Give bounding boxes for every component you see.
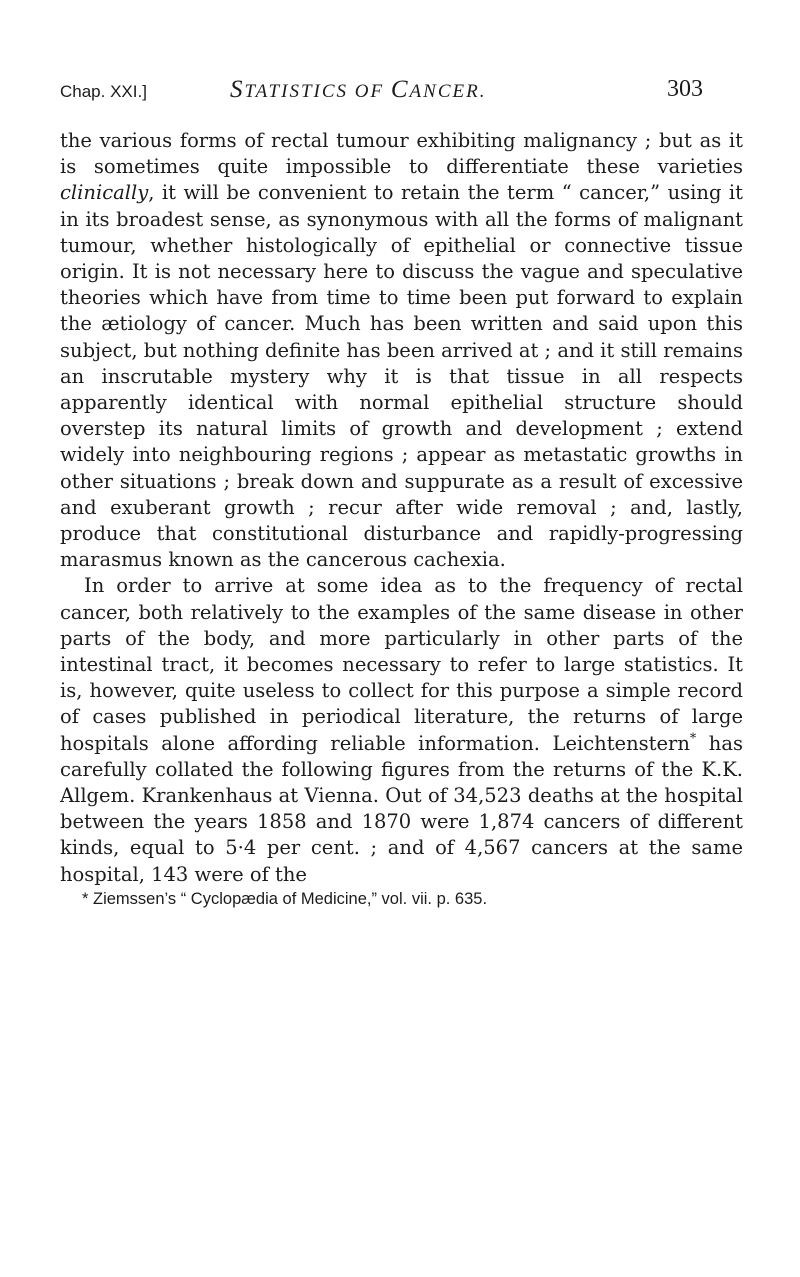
book-page <box>60 72 743 910</box>
running-header <box>60 72 743 112</box>
paragraph-2-text-a: In order to arrive at some idea as to the frequency of rectal cancer, both relatively to the examples of the same disease in other parts of the body, and more particularly in other parts of the intestinal tract, it becomes necessary to refer to large statistics. It is, however, quite useless to collect for this purpose a simple record of cases published in periodical literature, the returns of large hospitals alone affording reliable information. Leichtenstern <box>60 574 743 755</box>
paragraph-2 <box>60 573 743 887</box>
running-title-initial-c: C <box>390 76 410 103</box>
paragraph-1-emphasis: clinically <box>60 181 149 205</box>
footnote: * Ziemssen’s “ Cyclopædia of Medicine,” vol. vii. p. 635. <box>82 889 488 908</box>
running-title <box>230 76 486 104</box>
running-title-statistics: TATISTICS OF <box>244 81 391 102</box>
paragraph-1 <box>60 128 743 573</box>
paragraph-1-text-b: , it will be convenient to retain the term “ cancer,” using it in its broadest sense, as synonymous with all the forms of malignant tumour, whether histologically of epithelial or connective tissue origin. It is not necessary here to discuss the vague and speculative theories which have from time to time been put forward to explain the ætiology of cancer. Much has been written and said upon this subject, but nothing definite has been arrived at ; and it still remains an inscrutable mystery why it is that tissue in all respects apparently identical with normal epithelial structure should overstep its natural limits of growth and development ; extend widely into neighbouring regions ; appear as metastatic growths in other situations ; break down and suppurate as a result of excessive and exuberant growth ; recur after wide removal ; and, lastly, produce that constitutional disturbance and rapidly-progressing marasmus known as the cancerous cachexia. <box>60 181 743 572</box>
footnote-marker: * <box>689 730 697 746</box>
chapter-label: Chap. XXI.] <box>60 82 147 101</box>
running-title-cancer: ANCER. <box>409 81 487 102</box>
page-number: 303 <box>667 76 703 102</box>
paragraph-1-text-a: the various forms of rectal tumour exhibiting malignancy ; but as it is sometimes quite impossible to differentiate these varieties <box>60 129 743 179</box>
running-title-initial-s: S <box>230 76 245 103</box>
body-text <box>60 128 743 888</box>
paragraph-2-text-b: has carefully collated the following figures from the returns of the K.K. Allgem. Krankenhaus at Vienna. Out of 34,523 deaths at the hospital between the years 1858 and 1870 were 1,874 cancers of different kinds, equal to 5·4 per cent. ; and of 4,567 cancers at the same hospital, 143 were of the <box>60 731 743 886</box>
